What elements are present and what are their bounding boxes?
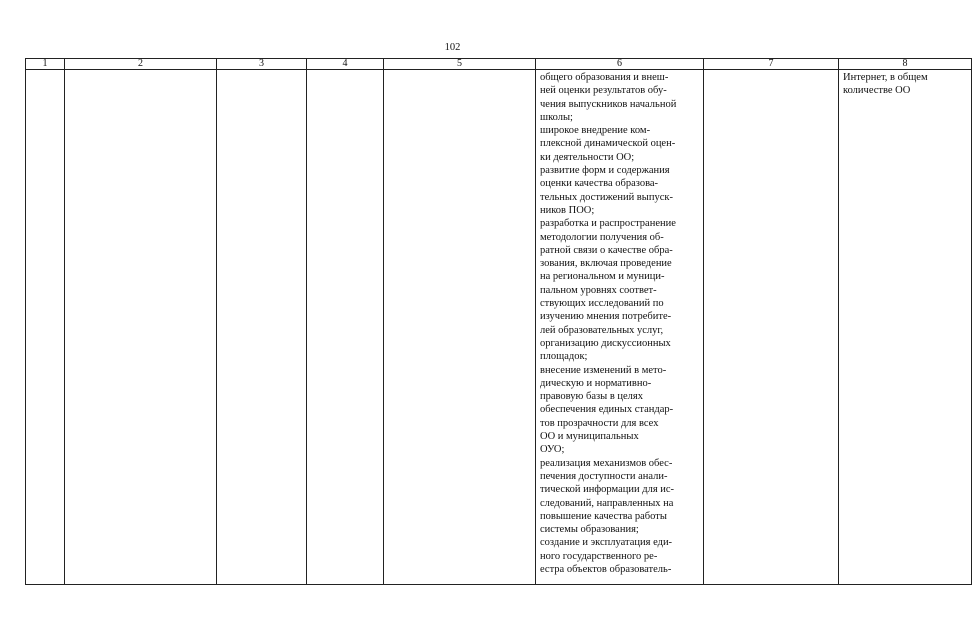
text-line: тов прозрачности для всех	[540, 417, 659, 429]
text-line: на региональном и муници-	[540, 271, 665, 283]
text-line: ОО и муниципальных	[540, 431, 639, 443]
text-line: оценки качества образова-	[540, 178, 659, 190]
text-line: тельных достижений выпуск-	[540, 191, 673, 203]
column-header-7: 7	[704, 59, 839, 70]
document-table	[25, 58, 972, 585]
header-row	[26, 59, 972, 70]
cell-col-2	[65, 70, 217, 585]
text-line: ного государственного ре-	[540, 550, 658, 562]
text-line: организацию дискуссионных	[540, 337, 671, 349]
column-header-8: 8	[839, 59, 972, 70]
column-header-4: 4	[307, 59, 384, 70]
text-line: ников ПОО;	[540, 204, 595, 216]
text-line: Интернет, в общем	[843, 72, 928, 83]
text-line: лей образовательных услуг,	[540, 324, 664, 336]
column-header-3: 3	[217, 59, 307, 70]
column-6-text	[536, 70, 703, 576]
table-row	[26, 70, 972, 585]
text-line: реализация механизмов обес-	[540, 457, 673, 469]
text-line: ствующих исследований по	[540, 298, 664, 310]
text-line: правовую базы в целях	[540, 391, 643, 403]
text-line: плексной динамической оцен-	[540, 138, 676, 150]
text-line: тической информации для ис-	[540, 484, 675, 496]
text-line: дическую и нормативно-	[540, 377, 652, 389]
column-header-1: 1	[26, 59, 65, 70]
cell-col-6	[536, 70, 704, 585]
column-8-text	[839, 70, 971, 98]
cell-col-1	[26, 70, 65, 585]
cell-col-3	[217, 70, 307, 585]
cell-col-4	[307, 70, 384, 585]
text-line: следований, направленных на	[540, 497, 674, 509]
page-number: 102	[444, 42, 461, 53]
text-line: площадок;	[540, 351, 588, 363]
text-line: школы;	[540, 111, 573, 123]
text-line: обеспечения единых стандар-	[540, 404, 674, 416]
text-line: повышение качества работы	[540, 510, 667, 522]
text-line: системы образования;	[540, 524, 639, 536]
text-line: методологии получения об-	[540, 231, 664, 243]
text-line: развитие форм и содержания	[540, 165, 670, 177]
text-line: количестве ОО	[843, 85, 911, 97]
column-header-5: 5	[384, 59, 536, 70]
column-header-6: 6	[536, 59, 704, 70]
text-line: разработка и распространение	[540, 218, 676, 230]
text-line: ратной связи о качестве обра-	[540, 244, 673, 256]
text-line: естра объектов образователь-	[540, 563, 672, 575]
text-line: изучению мнения потребите-	[540, 311, 672, 323]
text-line: ОУО;	[540, 444, 565, 456]
text-line: ней оценки результатов обу-	[540, 85, 667, 97]
text-line: чения выпускников начальной	[540, 98, 677, 110]
text-line: внесение изменений в мето-	[540, 364, 667, 376]
text-line: печения доступности анали-	[540, 470, 668, 482]
text-line: широкое внедрение ком-	[540, 125, 651, 137]
text-line: пальном уровнях соответ-	[540, 284, 657, 296]
text-line: общего образования и внеш-	[540, 72, 669, 83]
cell-col-7	[704, 70, 839, 585]
column-header-2: 2	[65, 59, 217, 70]
text-line: зования, включая проведение	[540, 258, 672, 270]
text-line: ки деятельности ОО;	[540, 151, 635, 163]
cell-col-5	[384, 70, 536, 585]
text-line: создание и эксплуатация еди-	[540, 537, 673, 549]
cell-col-8	[839, 70, 972, 585]
